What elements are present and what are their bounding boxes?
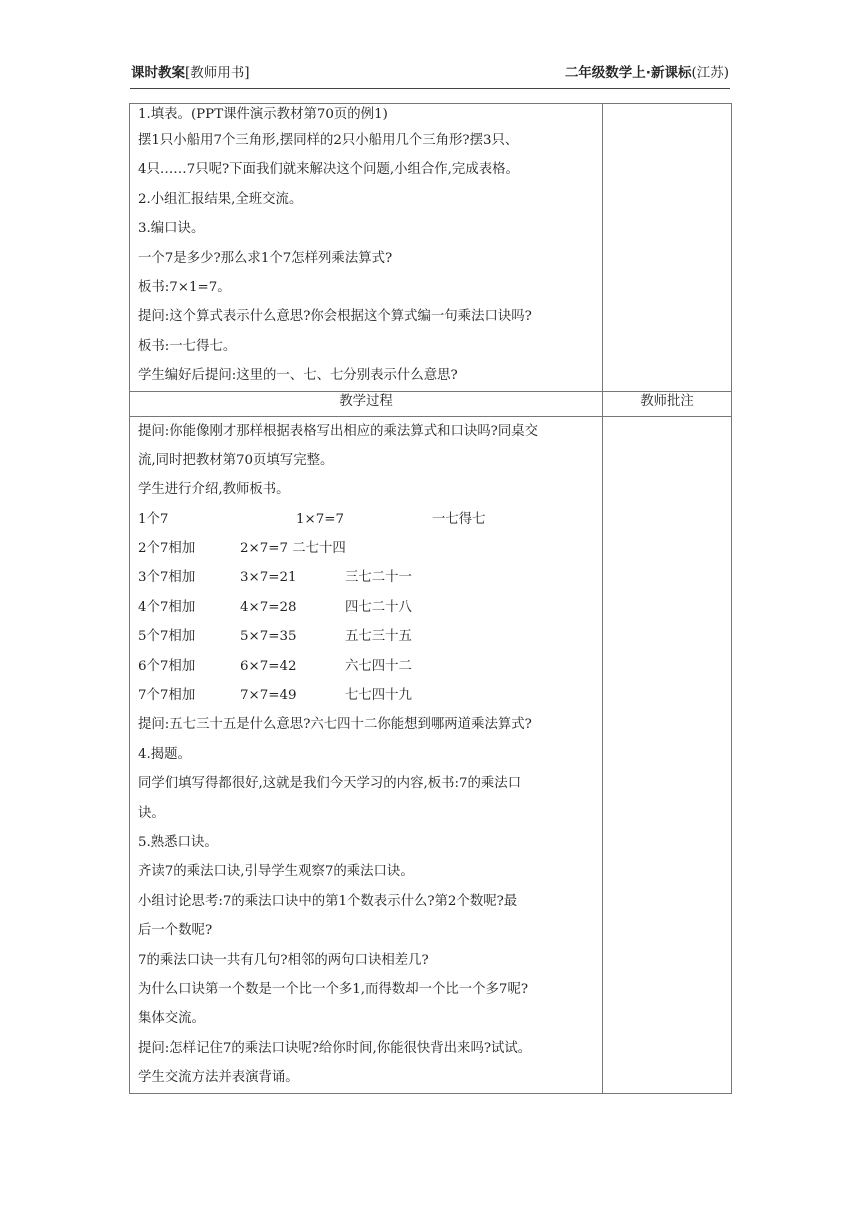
mult-rhyme: 三七二十一 (345, 570, 412, 586)
notes-header: 教师批注 (603, 391, 732, 416)
process-cell-main (130, 416, 603, 1093)
mult-expr: 7×7=49 (240, 688, 297, 704)
mult-rhyme: 一七得七 (432, 511, 486, 527)
process-cell-top (130, 104, 603, 392)
grade-title: 二年级数学上·新课标 (564, 65, 692, 81)
text-line: 板书:一七得七。 (138, 338, 237, 354)
header-left (131, 61, 250, 81)
region-label: (江苏) (691, 65, 729, 81)
text-line: 后一个数呢? (138, 923, 213, 939)
text-line: 1.填表。(PPT课件演示教材第70页的例1) (138, 107, 388, 122)
text-line: 同学们填写得都很好,这就是我们今天学习的内容,板书:7的乘法口 (138, 776, 522, 792)
mult-row (130, 534, 602, 563)
mult-rhyme: 七七四十九 (345, 688, 412, 704)
mult-desc: 5个7相加 (138, 629, 196, 645)
mult-expr: 3×7=21 (240, 570, 297, 586)
text-line: 小组讨论思考:7的乘法口诀中的第1个数表示什么?第2个数呢?最 (138, 893, 518, 909)
mult-desc: 2个7相加 (138, 541, 196, 557)
mult-desc: 1个7 (138, 511, 169, 527)
text-line: 提问:怎样记住7的乘法口诀呢?给你时间,你能很快背出来吗?试试。 (138, 1040, 532, 1056)
header-right (565, 61, 729, 81)
mult-row (130, 505, 602, 534)
text-line: 4只……7只呢?下面我们就来解决这个问题,小组合作,完成表格。 (138, 162, 519, 178)
text-line: 7的乘法口诀一共有几句?相邻的两句口诀相差几? (138, 952, 429, 968)
mult-expr: 4×7=28 (240, 599, 297, 615)
notes-cell-main (603, 416, 732, 1093)
text-line: 提问:你能像刚才那样根据表格写出相应的乘法算式和口诀吗?同桌交 (138, 423, 539, 439)
text-line: 2.小组汇报结果,全班交流。 (138, 191, 303, 207)
text-line: 提问:五七三十五是什么意思?六七四十二你能想到哪两道乘法算式? (138, 717, 532, 733)
text-line: 流,同时把教材第70页填写完整。 (138, 452, 334, 468)
table-header-row (130, 391, 732, 416)
mult-expr: 2×7=7 二七十四 (240, 541, 346, 557)
book-subtitle: [教师用书] (185, 65, 250, 81)
text-line: 摆1只小船用7个三角形,摆同样的2只小船用几个三角形?摆3只、 (138, 133, 519, 148)
text-line: 板书:7×1=7。 (138, 279, 231, 295)
mult-rhyme: 四七二十八 (345, 599, 412, 615)
mult-desc: 6个7相加 (138, 658, 196, 674)
header-divider (130, 88, 730, 89)
mult-rhyme: 五七三十五 (345, 629, 412, 645)
process-header: 教学过程 (130, 391, 603, 416)
mult-desc: 7个7相加 (138, 688, 196, 704)
mult-rhyme: 六七四十二 (345, 658, 412, 674)
mult-expr: 6×7=42 (240, 658, 297, 674)
text-line: 4.揭题。 (138, 746, 191, 762)
mult-row (130, 681, 602, 710)
text-line: 提问:这个算式表示什么意思?你会根据这个算式编一句乘法口诀吗? (138, 309, 532, 325)
table-row (130, 104, 732, 392)
table-row (130, 416, 732, 1093)
text-line: 为什么口诀第一个数是一个比一个多1,而得数却一个比一个多7呢? (138, 981, 529, 997)
text-line: 学生进行介绍,教师板书。 (138, 482, 290, 498)
text-line: 诀。 (138, 805, 165, 821)
text-line: 学生交流方法并表演背诵。 (138, 1070, 299, 1086)
mult-row (130, 563, 602, 592)
notes-cell-top (603, 104, 732, 392)
mult-desc: 4个7相加 (138, 599, 196, 615)
text-line: 齐读7的乘法口诀,引导学生观察7的乘法口诀。 (138, 864, 414, 880)
mult-desc: 3个7相加 (138, 570, 196, 586)
text-line: 集体交流。 (138, 1011, 205, 1027)
lesson-table (129, 103, 732, 1094)
text-line: 学生编好后提问:这里的一、七、七分别表示什么意思? (138, 368, 458, 384)
mult-row (130, 593, 602, 622)
mult-row (130, 622, 602, 651)
text-line: 5.熟悉口诀。 (138, 834, 218, 850)
text-line: 3.编口诀。 (138, 221, 205, 237)
text-line: 一个7是多少?那么求1个7怎样列乘法算式? (138, 250, 393, 266)
mult-row (130, 652, 602, 681)
mult-expr: 5×7=35 (240, 629, 297, 645)
mult-expr: 1×7=7 (296, 511, 344, 527)
book-title: 课时教案 (131, 65, 185, 81)
